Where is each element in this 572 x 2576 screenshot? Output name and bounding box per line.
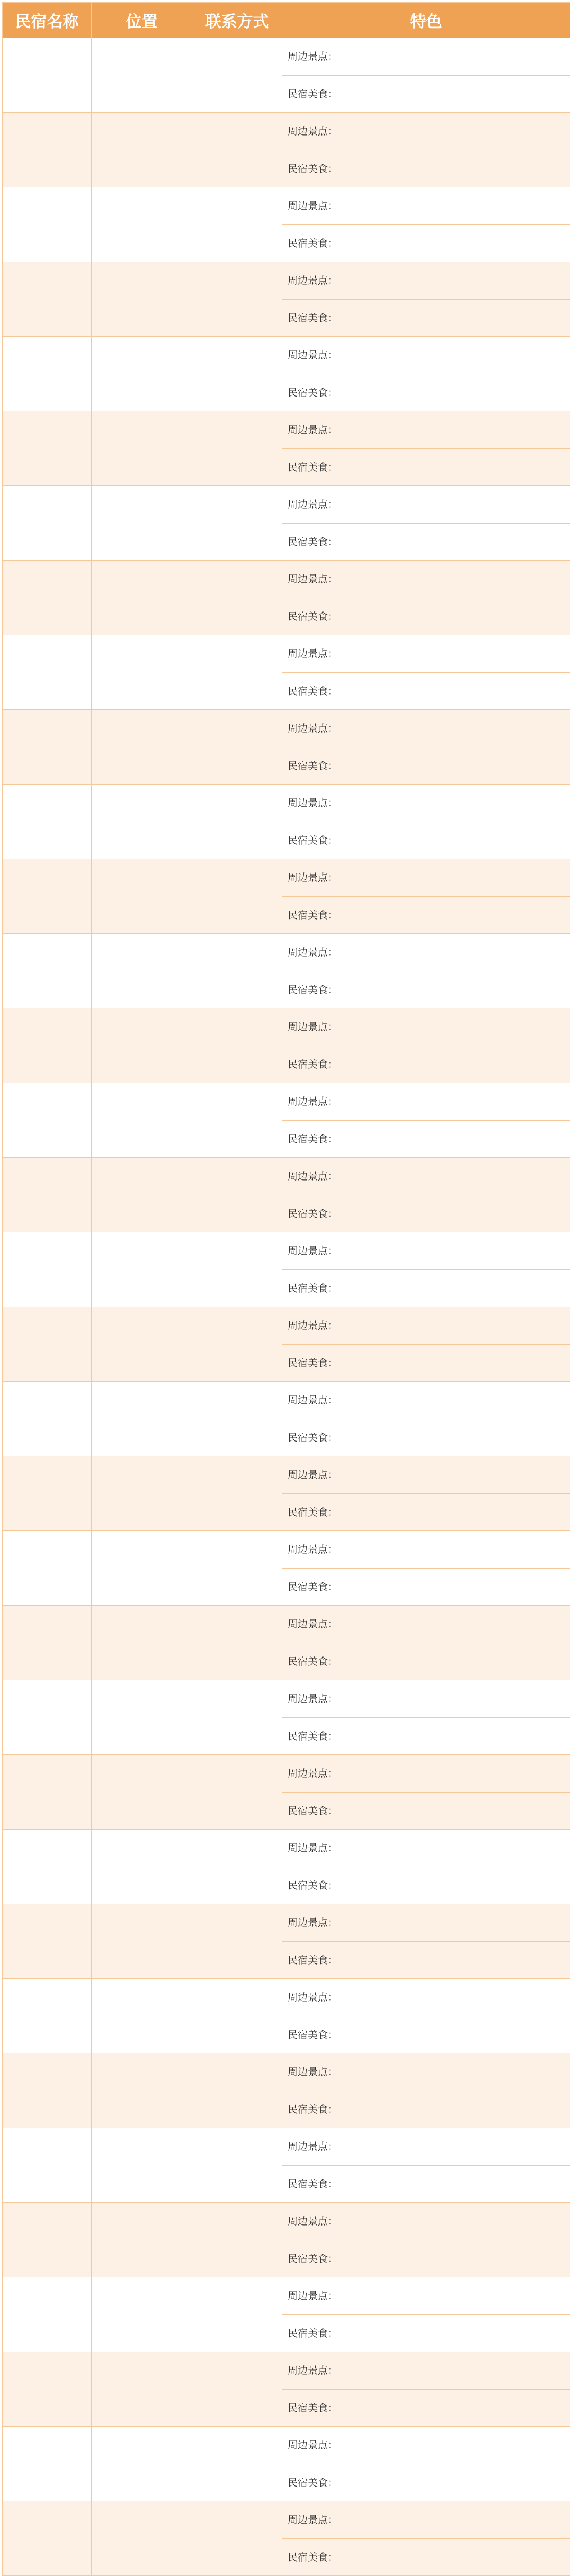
cell-name [3, 2053, 92, 2128]
cell-name [3, 2352, 92, 2427]
cell-contact [192, 635, 282, 710]
cell-features [282, 2277, 570, 2352]
cell-name [3, 2203, 92, 2277]
table-row [3, 2277, 570, 2352]
feature-food: 民宿美食： [282, 1046, 570, 1083]
cell-contact [192, 1158, 282, 1232]
feature-sights: 周边景点： [288, 1693, 338, 1705]
cell-features [282, 1382, 570, 1456]
cell-contact [192, 411, 282, 486]
feature-food: 民宿美食： [282, 2464, 570, 2501]
feature-food: 民宿美食： [282, 2389, 570, 2426]
cell-location [92, 561, 192, 635]
cell-features [282, 486, 570, 561]
cell-features [282, 1307, 570, 1382]
table-row [3, 1456, 570, 1531]
cell-location [92, 1680, 192, 1755]
homestay-table [2, 2, 570, 2576]
table-row [3, 1158, 570, 1232]
table-row [3, 1008, 570, 1083]
cell-name [3, 1083, 92, 1158]
cell-name [3, 1680, 92, 1755]
cell-contact [192, 1456, 282, 1531]
cell-contact [192, 2352, 282, 2427]
table-row [3, 859, 570, 934]
feature-food: 民宿美食： [282, 1792, 570, 1829]
cell-name [3, 1904, 92, 1979]
cell-contact [192, 1307, 282, 1382]
table-row [3, 1606, 570, 1680]
table-row [3, 1531, 570, 1606]
cell-features [282, 38, 570, 113]
table-row [3, 2427, 570, 2501]
cell-name [3, 1456, 92, 1531]
feature-food: 民宿美食： [282, 374, 570, 411]
cell-features [282, 2427, 570, 2501]
cell-contact [192, 113, 282, 187]
table-row [3, 2203, 570, 2277]
feature-food: 民宿美食： [282, 2538, 570, 2575]
feature-food: 民宿美食： [282, 672, 570, 709]
cell-name [3, 486, 92, 561]
table-row [3, 2501, 570, 2576]
cell-contact [192, 2203, 282, 2277]
cell-features [282, 1531, 570, 1606]
table-row [3, 785, 570, 859]
cell-contact [192, 2277, 282, 2352]
cell-features [282, 411, 570, 486]
table-row [3, 187, 570, 262]
cell-contact [192, 1232, 282, 1307]
table-row [3, 934, 570, 1008]
table-row [3, 262, 570, 337]
cell-features [282, 1008, 570, 1083]
cell-location [92, 1382, 192, 1456]
feature-sights: 周边景点： [288, 2066, 338, 2078]
cell-contact [192, 1531, 282, 1606]
table-row [3, 1083, 570, 1158]
cell-features [282, 1904, 570, 1979]
header-features: 特色 [282, 3, 570, 38]
feature-food: 民宿美食： [282, 299, 570, 336]
table-row [3, 411, 570, 486]
feature-sights: 周边景点： [288, 1245, 338, 1257]
cell-features [282, 2501, 570, 2576]
table-row [3, 337, 570, 411]
feature-food: 民宿美食： [282, 1344, 570, 1381]
feature-food: 民宿美食： [282, 2240, 570, 2277]
cell-location [92, 187, 192, 262]
feature-food: 民宿美食： [282, 2314, 570, 2352]
cell-location [92, 2277, 192, 2352]
feature-sights: 周边景点： [288, 1469, 338, 1481]
cell-name [3, 38, 92, 113]
table-row [3, 2128, 570, 2203]
feature-food: 民宿美食： [282, 1717, 570, 1754]
cell-name [3, 785, 92, 859]
cell-name [3, 1755, 92, 1830]
cell-name [3, 1158, 92, 1232]
feature-food: 民宿美食： [282, 224, 570, 262]
feature-sights: 周边景点： [288, 51, 338, 62]
cell-contact [192, 38, 282, 113]
cell-location [92, 710, 192, 785]
cell-contact [192, 561, 282, 635]
cell-contact [192, 1904, 282, 1979]
feature-food: 民宿美食： [282, 1120, 570, 1157]
table-row [3, 561, 570, 635]
cell-features [282, 1456, 570, 1531]
header-name: 民宿名称 [3, 3, 92, 38]
cell-location [92, 2427, 192, 2501]
feature-sights: 周边景点： [288, 2365, 338, 2376]
feature-food: 民宿美食： [282, 150, 570, 187]
cell-location [92, 2501, 192, 2576]
cell-contact [192, 785, 282, 859]
cell-contact [192, 1606, 282, 1680]
feature-sights: 周边景点： [288, 1618, 338, 1630]
cell-location [92, 1606, 192, 1680]
cell-name [3, 934, 92, 1008]
cell-contact [192, 859, 282, 934]
feature-sights: 周边景点： [288, 573, 338, 585]
feature-sights: 周边景点： [288, 1544, 338, 1555]
table-row [3, 1830, 570, 1904]
feature-food: 民宿美食： [282, 1568, 570, 1605]
table-row [3, 1755, 570, 1830]
cell-contact [192, 2501, 282, 2576]
feature-food: 民宿美食： [282, 1493, 570, 1530]
feature-food: 民宿美食： [282, 2165, 570, 2202]
cell-location [92, 1232, 192, 1307]
table-row [3, 1904, 570, 1979]
cell-name [3, 2128, 92, 2203]
cell-features [282, 1158, 570, 1232]
feature-food: 民宿美食： [282, 448, 570, 485]
cell-contact [192, 262, 282, 337]
feature-food: 民宿美食： [282, 747, 570, 784]
cell-contact [192, 2053, 282, 2128]
cell-location [92, 1531, 192, 1606]
cell-name [3, 561, 92, 635]
table-row [3, 2053, 570, 2128]
cell-features [282, 859, 570, 934]
feature-sights: 周边景点： [288, 1768, 338, 1779]
cell-location [92, 411, 192, 486]
cell-features [282, 1232, 570, 1307]
feature-sights: 周边景点： [288, 723, 338, 734]
cell-name [3, 1830, 92, 1904]
feature-food: 民宿美食： [282, 896, 570, 933]
cell-name [3, 2427, 92, 2501]
feature-sights: 周边景点： [288, 947, 338, 958]
cell-name [3, 1382, 92, 1456]
table-row [3, 635, 570, 710]
cell-contact [192, 187, 282, 262]
cell-location [92, 2203, 192, 2277]
cell-location [92, 486, 192, 561]
feature-sights: 周边景点： [288, 1394, 338, 1406]
cell-features [282, 2128, 570, 2203]
cell-name [3, 859, 92, 934]
cell-contact [192, 710, 282, 785]
cell-location [92, 1083, 192, 1158]
feature-food: 民宿美食： [282, 2016, 570, 2053]
feature-food: 民宿美食： [282, 1195, 570, 1232]
feature-food: 民宿美食： [282, 822, 570, 859]
cell-name [3, 262, 92, 337]
cell-contact [192, 1979, 282, 2053]
feature-sights: 周边景点： [288, 125, 338, 137]
cell-location [92, 262, 192, 337]
cell-location [92, 1456, 192, 1531]
feature-sights: 周边景点： [288, 2215, 338, 2227]
feature-sights: 周边景点： [288, 1842, 338, 1854]
feature-sights: 周边景点： [288, 872, 338, 884]
cell-features [282, 187, 570, 262]
cell-features [282, 710, 570, 785]
feature-food: 民宿美食： [282, 971, 570, 1008]
cell-location [92, 635, 192, 710]
feature-sights: 周边景点： [288, 1096, 338, 1107]
cell-location [92, 113, 192, 187]
table-row [3, 38, 570, 113]
cell-contact [192, 1382, 282, 1456]
feature-sights: 周边景点： [288, 200, 338, 212]
cell-location [92, 337, 192, 411]
cell-features [282, 635, 570, 710]
feature-food: 民宿美食： [282, 1419, 570, 1456]
cell-location [92, 2128, 192, 2203]
cell-name [3, 1606, 92, 1680]
cell-features [282, 1680, 570, 1755]
cell-name [3, 1232, 92, 1307]
cell-location [92, 1158, 192, 1232]
feature-sights: 周边景点： [288, 797, 338, 809]
cell-location [92, 1830, 192, 1904]
cell-location [92, 1979, 192, 2053]
cell-contact [192, 1680, 282, 1755]
cell-name [3, 2277, 92, 2352]
cell-location [92, 785, 192, 859]
header-contact: 联系方式 [192, 3, 282, 38]
cell-features [282, 2053, 570, 2128]
cell-features [282, 2203, 570, 2277]
cell-contact [192, 934, 282, 1008]
cell-features [282, 1606, 570, 1680]
feature-sights: 周边景点： [288, 1170, 338, 1182]
feature-sights: 周边景点： [288, 1917, 338, 1929]
feature-food: 民宿美食： [282, 1269, 570, 1307]
table-row [3, 1232, 570, 1307]
cell-features [282, 1979, 570, 2053]
cell-features [282, 785, 570, 859]
cell-features [282, 561, 570, 635]
cell-location [92, 859, 192, 934]
cell-location [92, 2352, 192, 2427]
feature-sights: 周边景点： [288, 648, 338, 660]
cell-contact [192, 1830, 282, 1904]
feature-sights: 周边景点： [288, 2290, 338, 2302]
cell-location [92, 1307, 192, 1382]
feature-sights: 周边景点： [288, 424, 338, 436]
cell-contact [192, 1755, 282, 1830]
feature-food: 民宿美食： [282, 598, 570, 635]
table-row [3, 486, 570, 561]
cell-contact [192, 1008, 282, 1083]
cell-location [92, 1008, 192, 1083]
table-row [3, 1979, 570, 2053]
table-row [3, 2352, 570, 2427]
feature-food: 民宿美食： [282, 1867, 570, 1904]
feature-sights: 周边景点： [288, 1992, 338, 2003]
cell-name [3, 411, 92, 486]
cell-name [3, 1531, 92, 1606]
table-row [3, 113, 570, 187]
cell-name [3, 2501, 92, 2576]
cell-features [282, 1830, 570, 1904]
table-row [3, 710, 570, 785]
cell-name [3, 635, 92, 710]
feature-sights: 周边景点： [288, 499, 338, 510]
feature-food: 民宿美食： [282, 1643, 570, 1680]
cell-contact [192, 2128, 282, 2203]
cell-contact [192, 2427, 282, 2501]
feature-sights: 周边景点： [288, 349, 338, 361]
cell-location [92, 934, 192, 1008]
feature-sights: 周边景点： [288, 2439, 338, 2451]
cell-name [3, 1979, 92, 2053]
cell-location [92, 1904, 192, 1979]
cell-location [92, 1755, 192, 1830]
header-location: 位置 [92, 3, 192, 38]
feature-food: 民宿美食： [282, 523, 570, 560]
table-row [3, 1680, 570, 1755]
table-row [3, 1382, 570, 1456]
feature-sights: 周边景点： [288, 2514, 338, 2526]
cell-contact [192, 1083, 282, 1158]
cell-contact [192, 486, 282, 561]
cell-name [3, 113, 92, 187]
cell-name [3, 187, 92, 262]
cell-contact [192, 337, 282, 411]
cell-features [282, 2352, 570, 2427]
cell-name [3, 710, 92, 785]
table-body [3, 38, 570, 2576]
feature-sights: 周边景点： [288, 275, 338, 286]
cell-name [3, 1307, 92, 1382]
cell-name [3, 1008, 92, 1083]
feature-sights: 周边景点： [288, 1021, 338, 1033]
feature-sights: 周边景点： [288, 1320, 338, 1331]
cell-location [92, 2053, 192, 2128]
table-row [3, 1307, 570, 1382]
cell-features [282, 1083, 570, 1158]
cell-features [282, 337, 570, 411]
header-row [3, 3, 570, 38]
cell-features [282, 113, 570, 187]
cell-features [282, 1755, 570, 1830]
feature-food: 民宿美食： [282, 75, 570, 112]
cell-location [92, 38, 192, 113]
cell-features [282, 262, 570, 337]
cell-features [282, 934, 570, 1008]
cell-name [3, 337, 92, 411]
feature-food: 民宿美食： [282, 1941, 570, 1978]
feature-food: 民宿美食： [282, 2091, 570, 2128]
feature-sights: 周边景点： [288, 2141, 338, 2152]
